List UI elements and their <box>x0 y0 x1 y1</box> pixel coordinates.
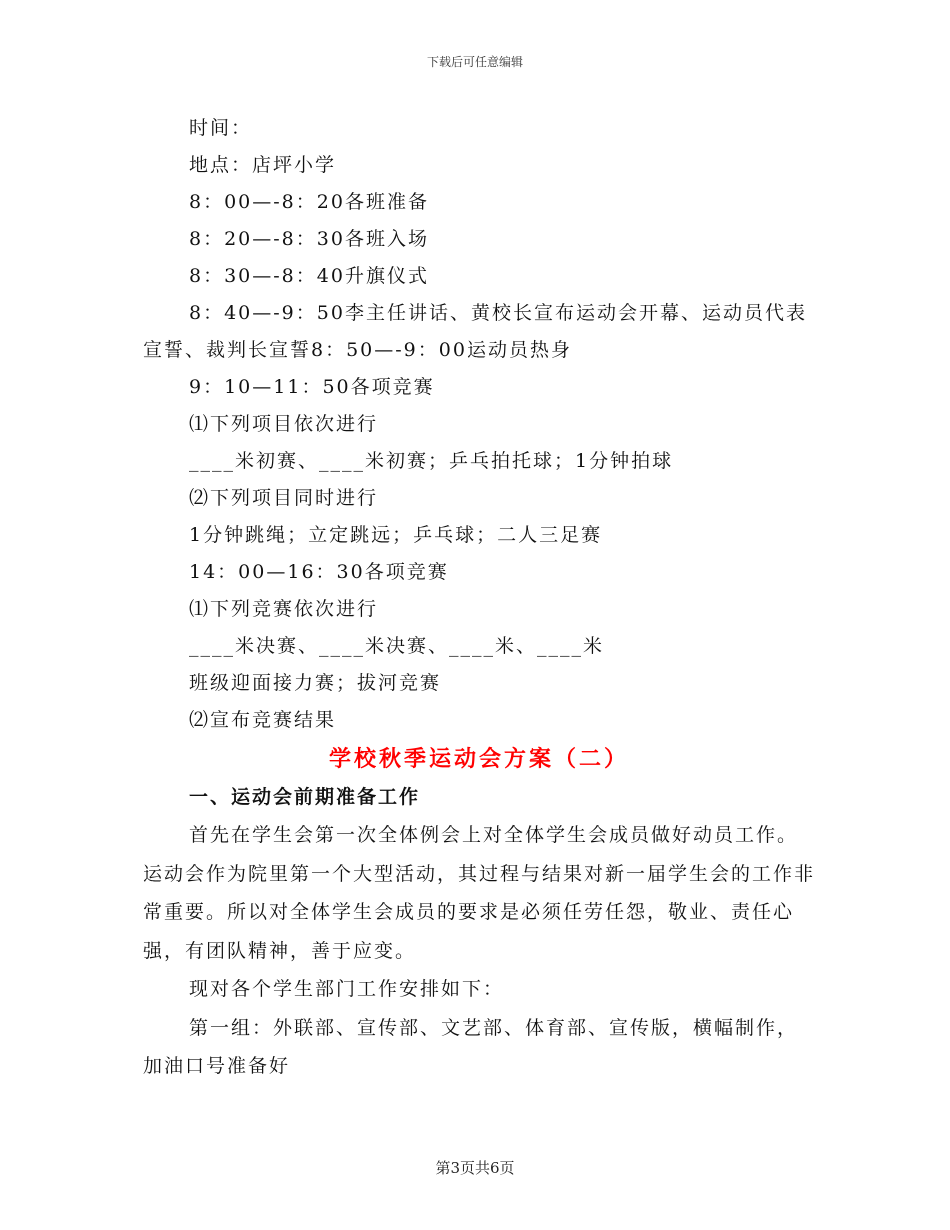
page-header-note: 下载后可任意编辑 <box>426 55 523 69</box>
schedule-events: 1分钟跳绳；立定跳远；乒乓球；二人三足赛 <box>189 524 603 546</box>
schedule-subitem: ⑵下列项目同时进行 <box>189 487 379 509</box>
schedule-events: 班级迎面接力赛；拔河竞赛 <box>189 672 442 694</box>
schedule-subitem: ⑴下列竞赛依次进行 <box>189 598 379 620</box>
schedule-line-continued: 宣誓、裁判长宣誓8：50—-9：00运动员热身 <box>143 339 572 361</box>
schedule-subitem: ⑵宣布竞赛结果 <box>189 709 337 731</box>
schedule-events: ____米初赛、____米初赛；乒乓拍托球；1分钟拍球 <box>189 450 674 472</box>
schedule-line: 8：20—-8：30各班入场 <box>189 228 429 250</box>
section-heading: 一、运动会前期准备工作 <box>189 786 421 808</box>
document-title: 学校秋季运动会方案（二） <box>328 746 629 772</box>
schedule-events: ____米决赛、____米决赛、____米、____米 <box>189 635 605 657</box>
schedule-line-time: 时间： <box>189 117 253 139</box>
schedule-line: 14：00—16：30各项竞赛 <box>189 561 449 583</box>
schedule-line: 8：30—-8：40升旗仪式 <box>189 265 429 287</box>
schedule-line: 9：10—11：50各项竞赛 <box>189 376 435 398</box>
paragraph: 现对各个学生部门工作安排如下： <box>189 978 505 1000</box>
page-number: 第3页共6页 <box>435 1159 515 1177</box>
schedule-subitem: ⑴下列项目依次进行 <box>189 413 379 435</box>
schedule-line: 8：00—-8：20各班准备 <box>189 191 429 213</box>
paragraph: 首先在学生会第一次全体例会上对全体学生会成员做好动员工作。运动会作为院里第一个大型活动，其过程与结果对新一届学生会的工作非常重要。所以对全体学生会成员的要求是必须任劳任怨，敬业、责任心强，有团队精神，善于应变。 <box>143 824 816 962</box>
document-body <box>143 110 815 1086</box>
schedule-line-location: 地点：店坪小学 <box>189 154 337 176</box>
paragraph: 第一组：外联部、宣传部、文艺部、体育部、宣传版，横幅制作，加油口号准备好 <box>143 1016 799 1077</box>
schedule-line: 8：40—-9：50李主任讲话、黄校长宣布运动会开幕、运动员代表 <box>189 302 807 324</box>
